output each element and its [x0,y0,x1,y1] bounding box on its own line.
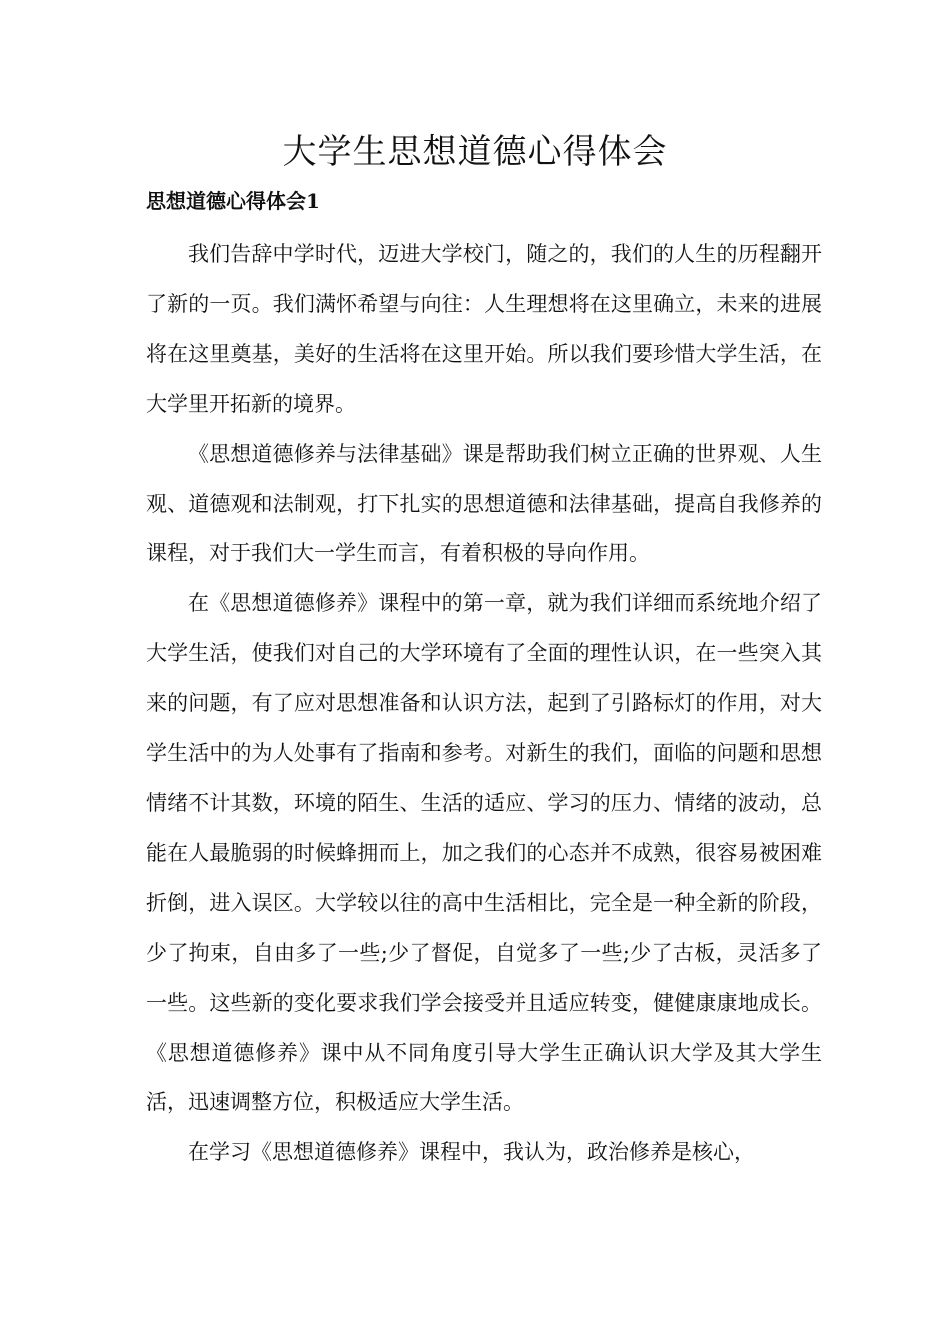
section-heading: 思想道德心得体会1 [146,189,320,213]
body-text [146,230,822,1178]
document-title: 大学生思想道德心得体会 [282,132,668,172]
paragraph: 在《思想道德修养》课程中的第一章，就为我们详细而系统地介绍了大学生活，使我们对自己的大学环境有了全面的理性认识，在一些突入其来的问题，有了应对思想准备和认识方法，起到了引路标灯的作用，对大学生活中的为人处事有了指南和参考。对新生的我们，面临的问题和思想情绪不计其数，环境的陌生、生活的适应、学习的压力、情绪的波动，总能在人最脆弱的时候蜂拥而上，加之我们的心态并不成熟，很容易被困难折倒，进入误区。大学较以往的高中生活相比，完全是一种全新的阶段，少了拘束，自由多了一些;少了督促，自觉多了一些;少了古板，灵活多了一些。这些新的变化要求我们学会接受并且适应转变，健健康康地成长。《思想道德修养》课中从不同角度引导大学生正确认识大学及其大学生活，迅速调整方位，积极适应大学生活。 [146,591,822,1115]
paragraph: 我们告辞中学时代，迈进大学校门，随之的，我们的人生的历程翻开了新的一页。我们满怀希望与向往：人生理想将在这里确立，未来的进展将在这里奠基，美好的生活将在这里开始。所以我们要珍惜大学生活，在大学里开拓新的境界。 [146,242,822,416]
paragraph: 《思想道德修养与法律基础》课是帮助我们树立正确的世界观、人生观、道德观和法制观，打下扎实的思想道德和法律基础，提高自我修养的课程，对于我们大一学生而言，有着积极的导向作用。 [146,441,822,566]
paragraph: 在学习《思想道德修养》课程中，我认为，政治修养是核心， [188,1140,755,1165]
